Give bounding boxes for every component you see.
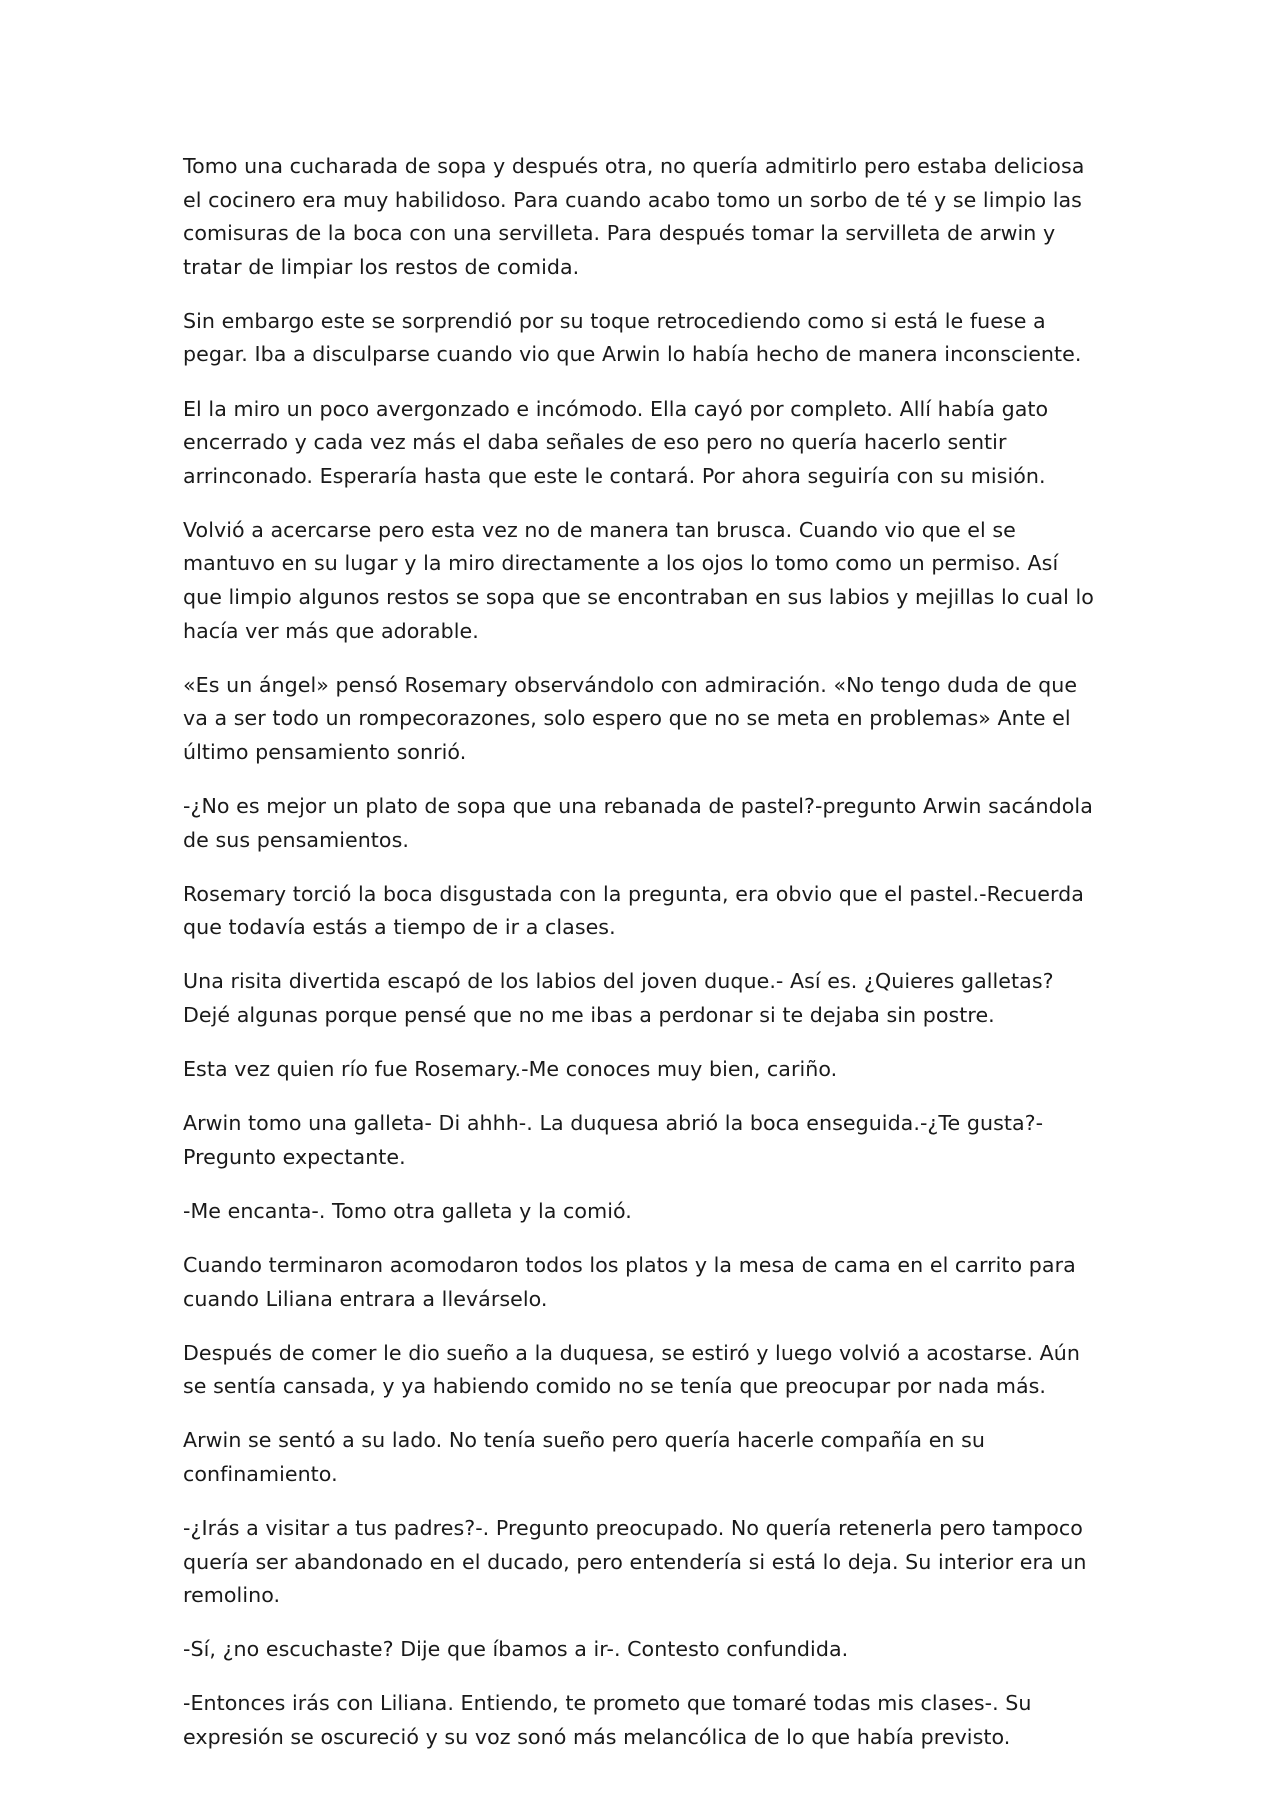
paragraph: Esta vez quien río fue Rosemary.-Me conoces muy bien, cariño. (183, 1057, 838, 1082)
paragraph: Volvió a acercarse pero esta vez no de manera tan brusca. Cuando vio que el se mantuvo en su lugar y la miro directamente a los ojos lo tomo como un permiso. Así que limpio algunos restos se sopa que se encontraban en sus labios y mejillas lo cual lo hacía ver más que adorable. (183, 517, 1094, 643)
paragraph: Rosemary torció la boca disgustada con la pregunta, era obvio que el pastel.-Recuerda que todavía estás a tiempo de ir a clases. (183, 881, 1084, 940)
paragraph: -¿No es mejor un plato de sopa que una rebanada de pastel?-pregunto Arwin sacándola de sus pensamientos. (183, 794, 1093, 852)
paragraph: -Me encanta-. Tomo otra galleta y la comió. (183, 1198, 632, 1223)
paragraph: -¿Irás a visitar a tus padres?-. Pregunto preocupado. No quería retenerla pero tampoco quería ser abandonado en el ducado, pero entendería si está lo deja. Su interior era un remolino. (183, 1516, 1087, 1608)
paragraph: -Entonces irás con Liliana. Entiendo, te prometo que tomaré todas mis clases-. Su expresión se oscureció y su voz sonó más melancólica de lo que había previsto. (183, 1691, 1032, 1749)
document-body (183, 150, 1103, 1775)
paragraph: Después de comer le dio sueño a la duquesa, se estiró y luego volvió a acostarse. Aún se sentía cansada, y ya habiendo comido no se tenía que preocupar por nada más. (183, 1340, 1081, 1399)
paragraph: Cuando terminaron acomodaron todos los platos y la mesa de cama en el carrito para cuando Liliana entrara a llevárselo. (183, 1252, 1076, 1311)
paragraph: Sin embargo este se sorprendió por su toque retrocediendo como si está le fuese a pegar. Iba a disculparse cuando vio que Arwin lo había hecho de manera inconsciente. (183, 308, 1082, 367)
paragraph: El la miro un poco avergonzado e incómodo. Ella cayó por completo. Allí había gato encerrado y cada vez más el daba señales de eso pero no quería hacerlo sentir arrinconado. Esperaría hasta que este le contará. Por ahora seguiría con su misión. (183, 396, 1049, 488)
paragraph: Arwin se sentó a su lado. No tenía sueño pero quería hacerle compañía en su confinamiento. (183, 1428, 985, 1486)
paragraph: Una risita divertida escapó de los labios del joven duque.- Así es. ¿Quieres galletas? Dejé algunas porque pensé que no me ibas a perdonar si te dejaba sin postre. (183, 969, 1054, 1027)
paragraph: «Es un ángel» pensó Rosemary observándolo con admiración. «No tengo duda de que va a ser todo un rompecorazones, solo espero que no se meta en problemas» Ante el último pensamiento sonrió. (183, 672, 1078, 764)
paragraph: -Sí, ¿no escuchaste? Dije que íbamos a ir-. Contesto confundida. (183, 1637, 849, 1662)
paragraph: Tomo una cucharada de sopa y después otra, no quería admitirlo pero estaba deliciosa el cocinero era muy habilidoso. Para cuando acabo tomo un sorbo de té y se limpio las comisuras de la boca con una servilleta. Para después tomar la servilleta de arwin y tratar de limpiar los restos de comida. (183, 154, 1085, 279)
paragraph: Arwin tomo una galleta- Di ahhh-. La duquesa abrió la boca enseguida.-¿Te gusta?-Pregunto expectante. (183, 1111, 1044, 1169)
